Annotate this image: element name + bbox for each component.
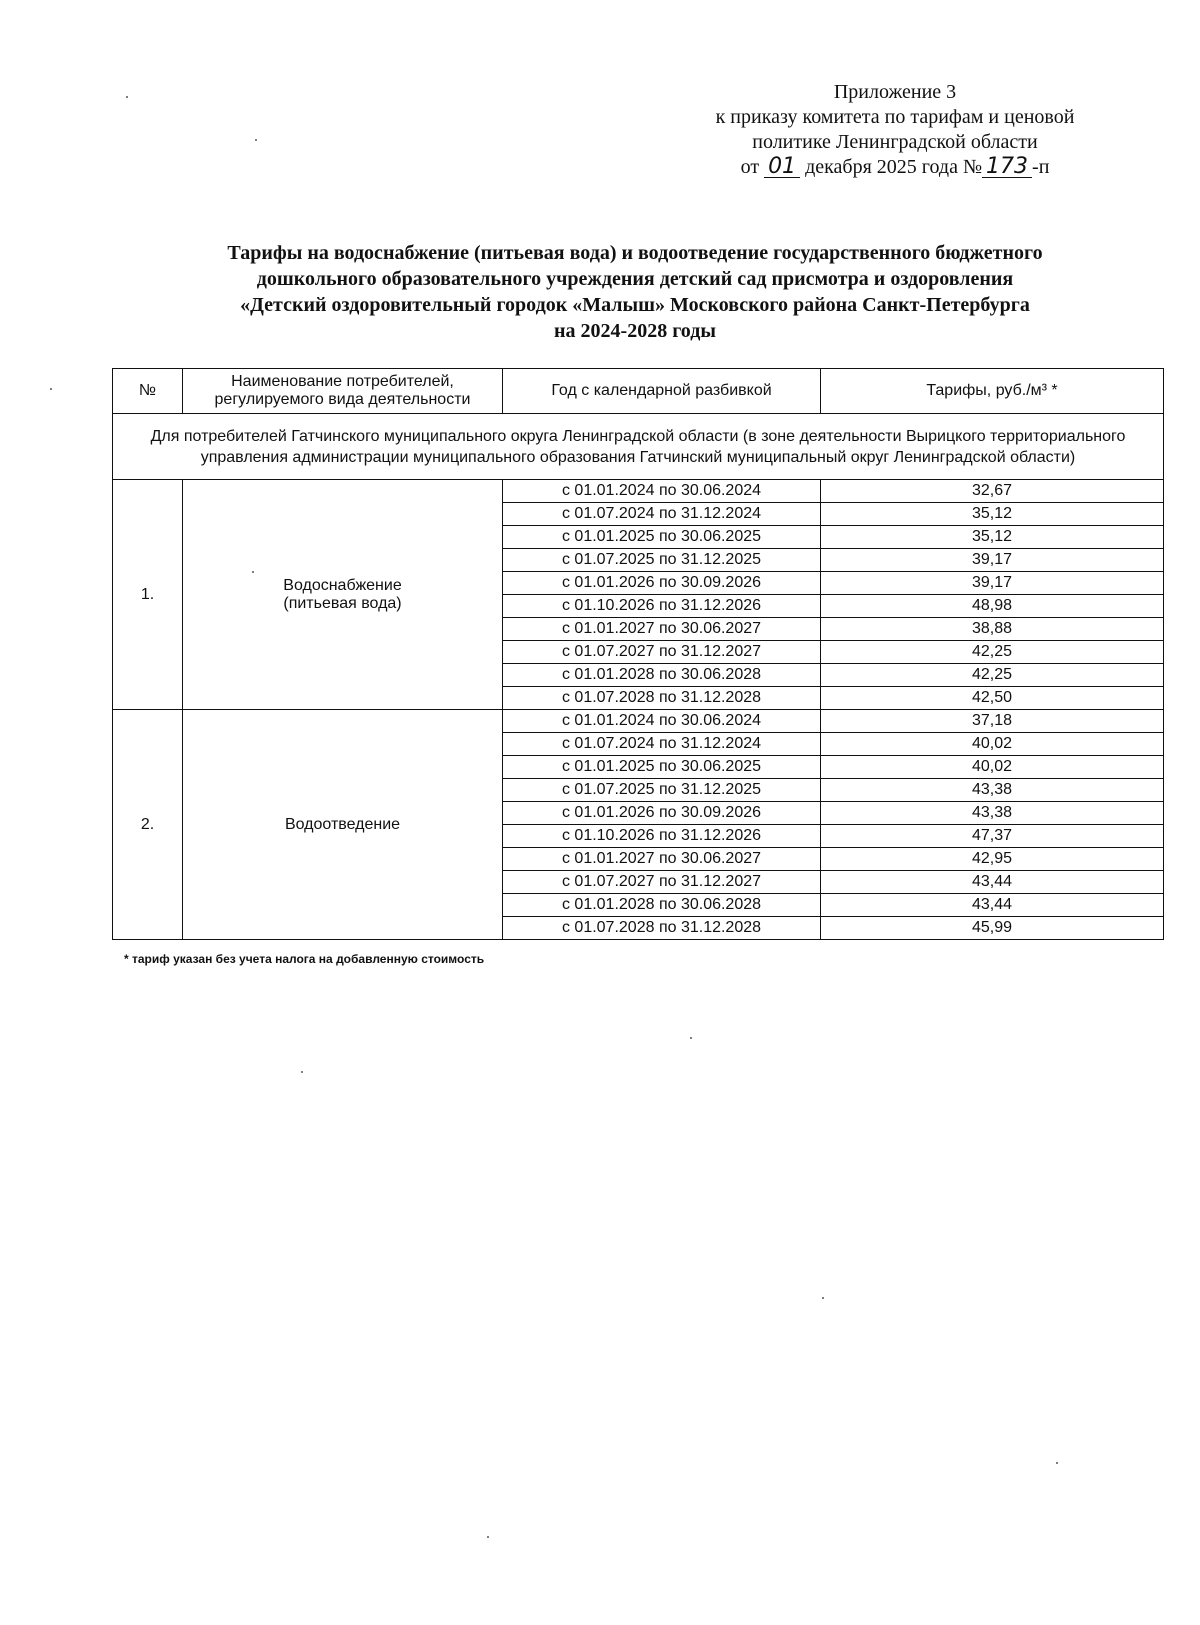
tariff-cell: 35,12: [821, 526, 1164, 549]
tariff-cell: 48,98: [821, 595, 1164, 618]
period-cell: с 01.01.2027 по 30.06.2027: [503, 618, 821, 641]
header-name-line1: Наименование потребителей,: [231, 373, 454, 390]
period-cell: с 01.01.2027 по 30.06.2027: [503, 848, 821, 871]
tariff-cell: 39,17: [821, 572, 1164, 595]
group-row-text: Для потребителей Гатчинского муниципального округа Ленинградской области (в зоне деятельности Вырицкого территориального управления администрации муниципального образования Гатчинский муниципальный округ Ленинградской области): [113, 414, 1164, 480]
section-name: [183, 710, 503, 940]
appendix-line2: к приказу комитета по тарифам и ценовой: [715, 106, 1075, 128]
period-cell: с 01.01.2026 по 30.09.2026: [503, 572, 821, 595]
order-suffix: -п: [1032, 156, 1050, 178]
tariff-cell: 43,38: [821, 802, 1164, 825]
tariff-cell: 43,38: [821, 779, 1164, 802]
tariff-table: [112, 368, 1164, 940]
handwritten-day: 01: [764, 157, 800, 178]
period-cell: с 01.07.2028 по 31.12.2028: [503, 687, 821, 710]
title-line1: Тарифы на водоснабжение (питьевая вода) и водоотведение государственного бюджетного: [227, 242, 1043, 264]
period-cell: с 01.01.2025 по 30.06.2025: [503, 756, 821, 779]
table-header-row: [113, 369, 1164, 414]
tariff-cell: 47,37: [821, 825, 1164, 848]
table-row: [113, 710, 1164, 733]
appendix-line3: политике Ленинградской области: [752, 131, 1038, 153]
period-cell: с 01.01.2024 по 30.06.2024: [503, 710, 821, 733]
header-period: Год с календарной разбивкой: [503, 369, 821, 414]
period-cell: с 01.07.2025 по 31.12.2025: [503, 779, 821, 802]
period-cell: с 01.10.2026 по 31.12.2026: [503, 595, 821, 618]
tariff-cell: 39,17: [821, 549, 1164, 572]
scan-speck: [252, 571, 254, 573]
date-prefix: от: [740, 156, 760, 178]
header-num: №: [113, 369, 183, 414]
scan-speck: [255, 139, 257, 141]
scan-speck: [126, 96, 128, 98]
title-line2: дошкольного образовательного учреждения детский сад присмотра и оздоровления: [256, 268, 1014, 290]
period-cell: с 01.01.2025 по 30.06.2025: [503, 526, 821, 549]
title-line3: «Детский оздоровительный городок «Малыш» Московского района Санкт-Петербурга: [240, 294, 1030, 316]
period-cell: с 01.07.2025 по 31.12.2025: [503, 549, 821, 572]
tariff-cell: 38,88: [821, 618, 1164, 641]
header-tariff: Тарифы, руб./м³ *: [821, 369, 1164, 414]
period-cell: с 01.01.2028 по 30.06.2028: [503, 894, 821, 917]
tariff-cell: 42,95: [821, 848, 1164, 871]
tariff-cell: 32,67: [821, 480, 1164, 503]
group-row: [113, 414, 1164, 480]
section-name-line1: Водоснабжение: [283, 576, 402, 594]
footnote: * тариф указан без учета налога на добавленную стоимость: [124, 952, 485, 966]
section-number: 1.: [113, 480, 183, 710]
tariff-cell: 45,99: [821, 917, 1164, 940]
period-cell: с 01.07.2028 по 31.12.2028: [503, 917, 821, 940]
tariff-cell: 42,25: [821, 664, 1164, 687]
tariff-cell: 37,18: [821, 710, 1164, 733]
appendix-line1: Приложение 3: [833, 81, 957, 103]
header-name: [183, 369, 503, 414]
period-cell: с 01.07.2027 по 31.12.2027: [503, 871, 821, 894]
period-cell: с 01.07.2024 по 31.12.2024: [503, 733, 821, 756]
tariff-cell: 42,25: [821, 641, 1164, 664]
section-name: [183, 480, 503, 710]
period-cell: с 01.07.2027 по 31.12.2027: [503, 641, 821, 664]
scan-speck: [301, 1071, 303, 1073]
tariff-cell: 42,50: [821, 687, 1164, 710]
date-middle: декабря 2025 года №: [805, 156, 983, 178]
period-cell: с 01.07.2024 по 31.12.2024: [503, 503, 821, 526]
scan-speck: [1056, 1462, 1058, 1464]
period-cell: с 01.01.2024 по 30.06.2024: [503, 480, 821, 503]
tariff-cell: 43,44: [821, 871, 1164, 894]
period-cell: с 01.01.2028 по 30.06.2028: [503, 664, 821, 687]
period-cell: с 01.10.2026 по 31.12.2026: [503, 825, 821, 848]
scan-speck: [487, 1536, 489, 1538]
section-number: 2.: [113, 710, 183, 940]
tariff-cell: 35,12: [821, 503, 1164, 526]
appendix-header: [660, 80, 1130, 180]
section-name-line2: (питьевая вода): [283, 594, 402, 612]
title-line4: на 2024-2028 годы: [554, 320, 716, 342]
period-cell: с 01.01.2026 по 30.09.2026: [503, 802, 821, 825]
document-title: [110, 240, 1160, 344]
header-name-line2: регулируемого вида деятельности: [214, 391, 471, 408]
table-row: [113, 480, 1164, 503]
scan-speck: [822, 1297, 824, 1299]
section-name-line1: Водоотведение: [284, 815, 401, 833]
tariff-cell: 40,02: [821, 733, 1164, 756]
scan-speck: [50, 388, 52, 390]
handwritten-order-number: 173: [982, 157, 1032, 178]
scan-speck: [690, 1037, 692, 1039]
tariff-cell: 43,44: [821, 894, 1164, 917]
appendix-date-line: [660, 155, 1130, 180]
tariff-cell: 40,02: [821, 756, 1164, 779]
